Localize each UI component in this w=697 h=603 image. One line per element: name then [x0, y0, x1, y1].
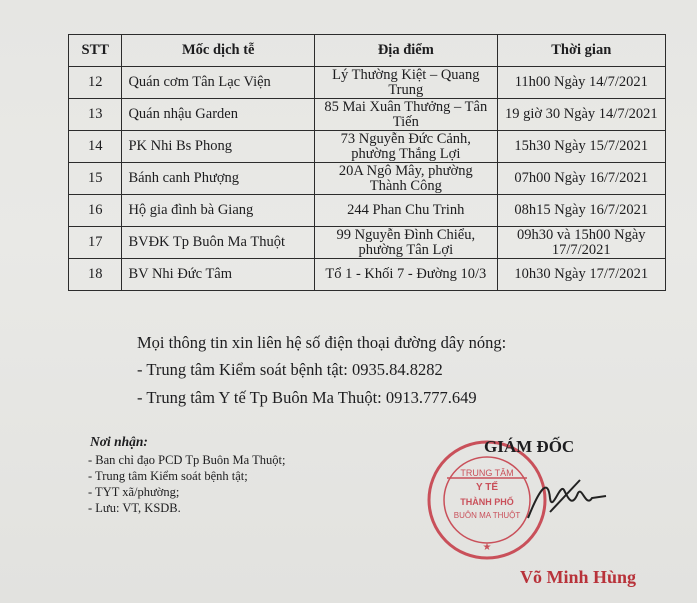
cell-time: 07h00 Ngày 16/7/2021	[497, 163, 665, 195]
list-item: - Ban chỉ đạo PCD Tp Buôn Ma Thuột;	[88, 453, 286, 467]
seal-text-1: TRUNG TÂM	[460, 468, 514, 478]
seal-text-2: Y TẾ	[475, 482, 499, 493]
cell-location-name: BV Nhi Đức Tâm	[122, 259, 315, 291]
cell-stt: 12	[69, 67, 122, 99]
cell-location-name: BVĐK Tp Buôn Ma Thuột	[122, 227, 315, 259]
table-row	[69, 99, 666, 131]
col-header-address: Địa điểm	[315, 35, 498, 67]
list-item: - TYT xã/phường;	[88, 485, 180, 499]
cell-time: 09h30 và 15h00 Ngày 17/7/2021	[497, 227, 665, 259]
cell-location-name: Bánh canh Phượng	[122, 163, 315, 195]
table-row	[69, 67, 666, 99]
table-header-row	[69, 35, 666, 67]
seal-text-4: BUÔN MA THUỘT	[453, 511, 521, 520]
receivers-title: Nơi nhận:	[90, 434, 148, 449]
cell-address: 73 Nguyễn Đức Cảnh, phường Thắng Lợi	[315, 131, 498, 163]
svg-text:★: ★	[482, 542, 492, 553]
cell-address: 20A Ngô Mây, phường Thành Công	[315, 163, 498, 195]
cell-location-name: Quán nhậu Garden	[122, 99, 315, 131]
table-row	[69, 195, 666, 227]
list-item: - Trung tâm Kiểm soát bệnh tật;	[88, 469, 248, 483]
contact-intro: Mọi thông tin xin liên hệ số điện thoại đường dây nóng:	[137, 333, 507, 352]
cell-stt: 17	[69, 227, 122, 259]
cell-stt: 16	[69, 195, 122, 227]
cell-address: 85 Mai Xuân Thưởng – Tân Tiến	[315, 99, 498, 131]
cell-stt: 13	[69, 99, 122, 131]
director-name: Võ Minh Hùng	[520, 567, 637, 587]
col-header-stt: STT	[69, 35, 122, 67]
table-row	[69, 131, 666, 163]
cell-address: Tổ 1 - Khối 7 - Đường 10/3	[315, 259, 498, 291]
list-item: - Lưu: VT, KSDB.	[88, 501, 181, 515]
exposure-locations-table	[68, 34, 666, 291]
cell-stt: 14	[69, 131, 122, 163]
cell-time: 10h30 Ngày 17/7/2021	[497, 259, 665, 291]
cell-location-name: Hộ gia đình bà Giang	[122, 195, 315, 227]
contact-line-health-center: - Trung tâm Y tế Tp Buôn Ma Thuột: 0913.777.649	[137, 388, 477, 407]
seal-text-3: THÀNH PHỐ	[460, 497, 514, 507]
col-header-location-name: Mốc dịch tễ	[122, 35, 315, 67]
cell-time: 11h00 Ngày 14/7/2021	[497, 67, 665, 99]
cell-location-name: PK Nhi Bs Phong	[122, 131, 315, 163]
cell-time: 15h30 Ngày 15/7/2021	[497, 131, 665, 163]
cell-time: 19 giờ 30 Ngày 14/7/2021	[497, 99, 665, 131]
table-row	[69, 163, 666, 195]
col-header-time: Thời gian	[497, 35, 665, 67]
cell-stt: 18	[69, 259, 122, 291]
cell-stt: 15	[69, 163, 122, 195]
cell-location-name: Quán cơm Tân Lạc Viện	[122, 67, 315, 99]
director-title: GIÁM ĐỐC	[484, 437, 575, 456]
cell-time: 08h15 Ngày 16/7/2021	[497, 195, 665, 227]
cell-address: 244 Phan Chu Trinh	[315, 195, 498, 227]
table-row	[69, 259, 666, 291]
director-signature	[520, 468, 610, 528]
contact-line-cdc: - Trung tâm Kiểm soát bệnh tật: 0935.84.8282	[137, 360, 443, 379]
table-row	[69, 227, 666, 259]
cell-address: Lý Thường Kiệt – Quang Trung	[315, 67, 498, 99]
cell-address: 99 Nguyễn Đình Chiểu, phường Tân Lợi	[315, 227, 498, 259]
receivers-list	[88, 452, 285, 516]
